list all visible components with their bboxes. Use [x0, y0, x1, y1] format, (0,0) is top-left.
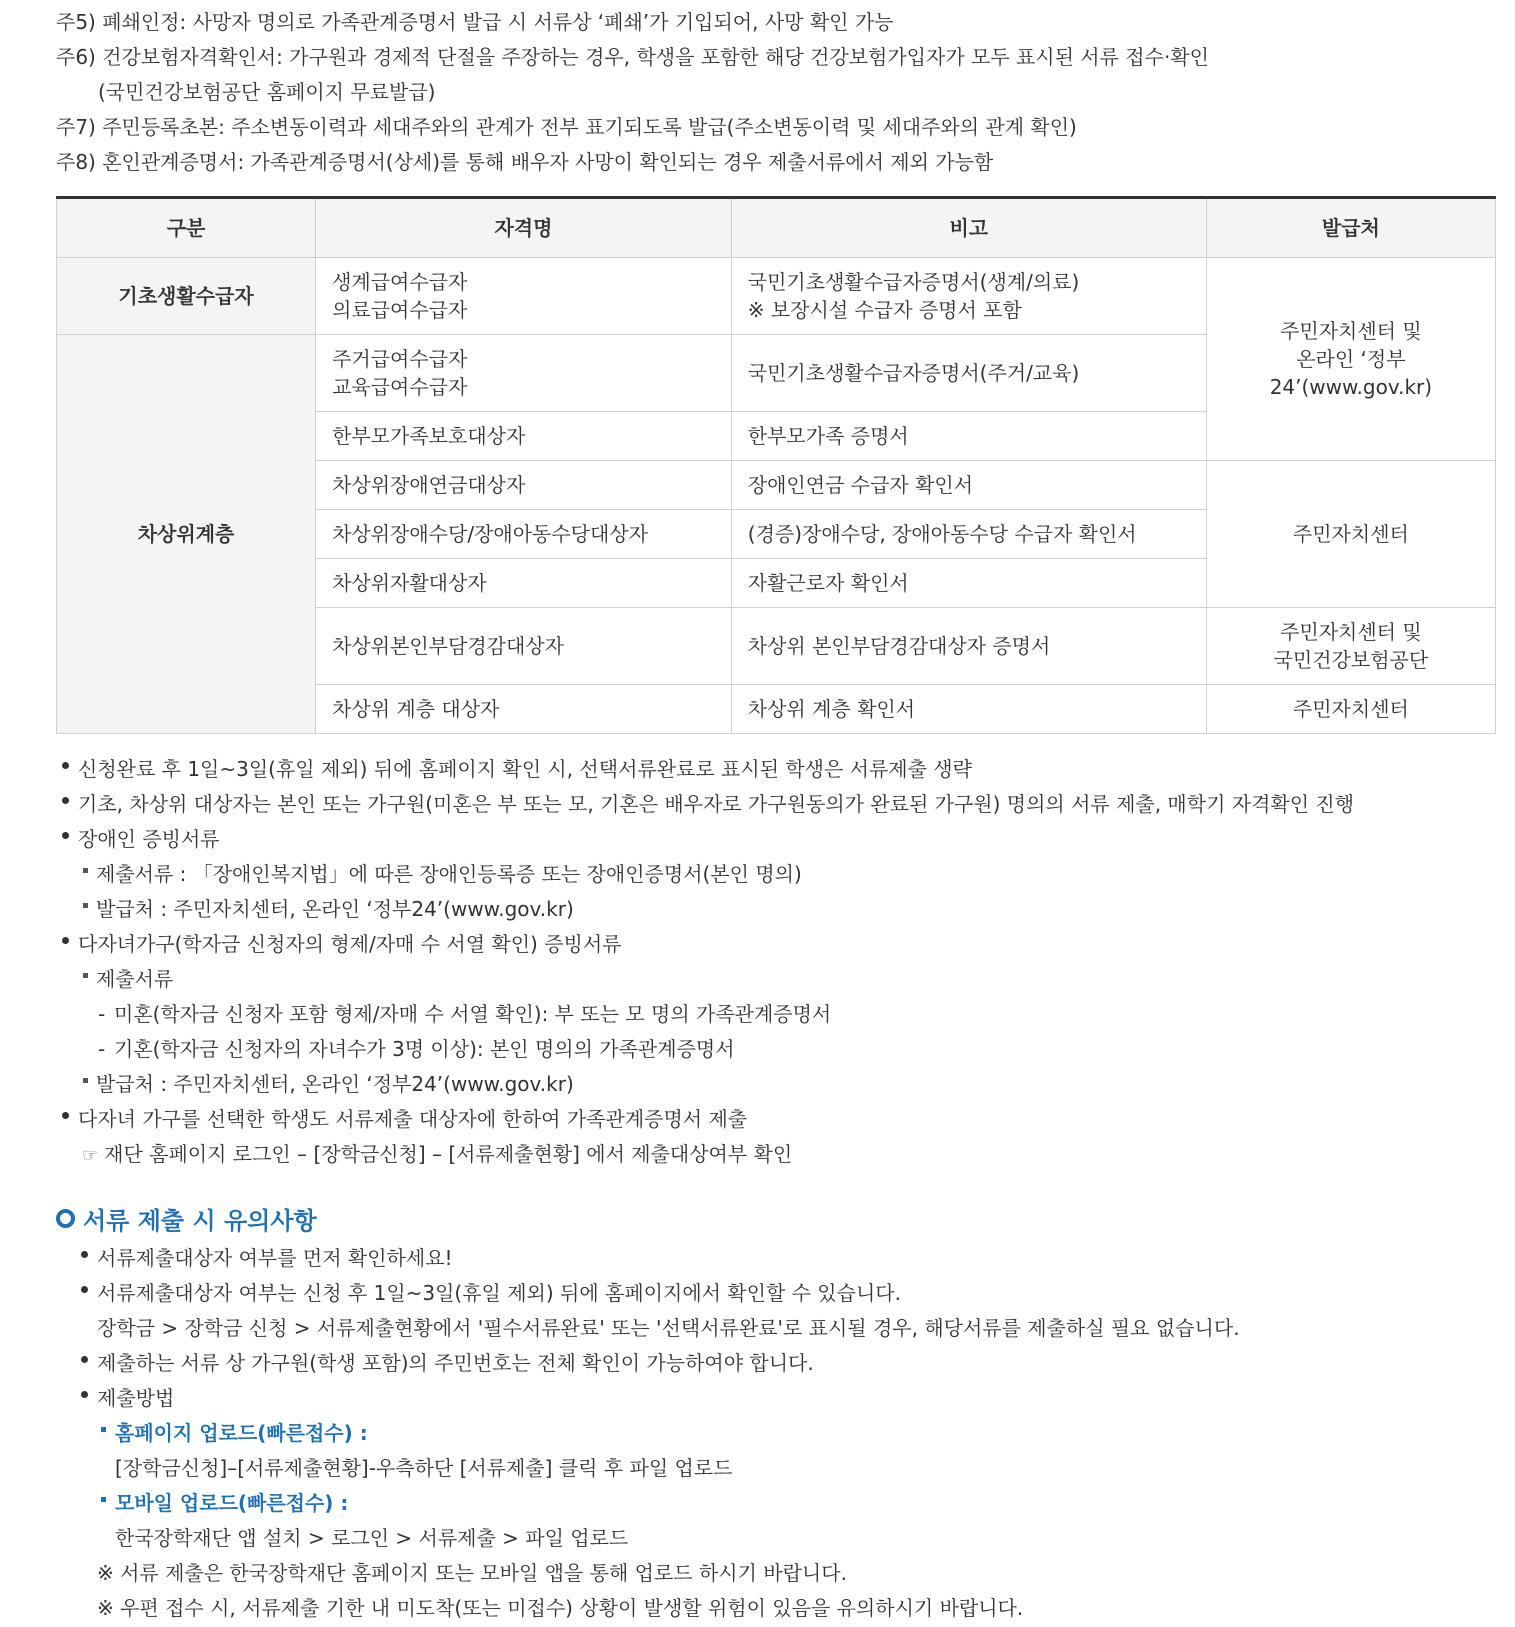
bullet-dot	[62, 1112, 69, 1119]
issuer-text: 주민자치센터	[1206, 685, 1495, 734]
issuer-text: 주민자치센터	[1206, 461, 1495, 608]
header-qualification: 자격명	[316, 198, 732, 258]
list-subitem: 발급처 : 주민자치센터, 온라인 ‘정부24’(www.gov.kr)	[96, 897, 574, 921]
method-homepage-text: [장학금신청]–[서류제출현황]-우측하단 [서류제출] 클릭 후 파일 업로드	[115, 1456, 733, 1480]
bullet-dot	[81, 1286, 88, 1293]
note-8: 주8) 혼인관계증명서: 가족관계증명서(상세)를 통해 배우자 사망이 확인되는 경우 제출서류에서 제외 가능함	[56, 150, 994, 174]
sub-bullet	[83, 1078, 88, 1083]
remarks-text: 차상위 본인부담경감대상자 증명서	[731, 608, 1206, 685]
remarks-cell	[731, 258, 1206, 335]
list-item: 제출방법	[97, 1386, 175, 1410]
remarks-text: 국민기초생활수급자증명서(생계/의료)	[747, 270, 1080, 294]
section-title	[56, 1201, 317, 1235]
method-homepage-title: 홈페이지 업로드(빠른접수) :	[115, 1421, 368, 1445]
qualification-cell	[316, 258, 732, 335]
bullet-dot	[62, 797, 69, 804]
note-6: 주6) 건강보험자격확인서: 가구원과 경제적 단절을 주장하는 경우, 학생을 포함한 해당 건강보험가입자가 모두 표시된 서류 접수·확인	[56, 45, 1209, 69]
header-issuer: 발급처	[1206, 198, 1495, 258]
list-detail: 기혼(학자금 신청자의 자녀수가 3명 이상): 본인 명의의 가족관계증명서	[114, 1037, 735, 1061]
header-category: 구분	[57, 198, 316, 258]
list-item: 서류제출대상자 여부를 먼저 확인하세요!	[97, 1246, 453, 1270]
note-5: 주5) 폐쇄인정: 사망자 명의로 가족관계증명서 발급 시 서류상 ‘폐쇄’가 기입되어, 사망 확인 가능	[56, 10, 894, 34]
sub-bullet	[101, 1497, 106, 1502]
qualification-name: 차상위장애연금대상자	[316, 461, 732, 510]
remarks-text: 차상위 계층 확인서	[731, 685, 1206, 734]
remarks-text: (경증)장애수당, 장애아동수당 수급자 확인서	[731, 510, 1206, 559]
eligibility-table	[56, 196, 1496, 734]
bullet-dot	[81, 1251, 88, 1258]
list-subitem-text: 재단 홈페이지 로그인 – [장학금신청] – [서류제출현황] 에서 제출대상여부 확인	[104, 1142, 793, 1166]
table-row	[57, 258, 1496, 335]
header-remarks: 비고	[731, 198, 1206, 258]
qualification-name: 생계급여수급자	[332, 270, 468, 294]
sub-bullet	[83, 903, 88, 908]
bullet-dot	[62, 832, 69, 839]
list-item: 신청완료 후 1일~3일(휴일 제외) 뒤에 홈페이지 확인 시, 선택서류완료로 표시된 학생은 서류제출 생략	[78, 757, 972, 781]
issuer-text: 국민건강보험공단	[1273, 648, 1429, 672]
bullet-dot	[62, 762, 69, 769]
note-7: 주7) 주민등록초본: 주소변동이력과 세대주와의 관계가 전부 표기되도록 발급(주소변동이력 및 세대주와의 관계 확인)	[56, 115, 1077, 139]
method-mobile-text: 한국장학재단 앱 설치 > 로그인 > 서류제출 > 파일 업로드	[115, 1526, 629, 1550]
list-subitem: 제출서류 : 「장애인복지법」에 따른 장애인등록증 또는 장애인증명서(본인 명의)	[96, 862, 802, 886]
note-6-continued: (국민건강보험공단 홈페이지 무료발급)	[98, 80, 436, 104]
remarks-text: 장애인연금 수급자 확인서	[731, 461, 1206, 510]
qualification-name: 주거급여수급자	[332, 347, 468, 371]
list-item-continued: 장학금 > 장학금 신청 > 서류제출현황에서 '필수서류완료' 또는 '선택서류완료'로 표시될 경우, 해당서류를 제출하실 필요 없습니다.	[97, 1316, 1240, 1340]
section-title-text: 서류 제출 시 유의사항	[83, 1206, 317, 1235]
qualification-name: 의료급여수급자	[332, 298, 468, 322]
list-item: 다자녀가구(학자금 신청자의 형제/자매 수 서열 확인) 증빙서류	[78, 932, 622, 956]
remarks-text: ※ 보장시설 수급자 증명서 포함	[747, 298, 1022, 322]
list-subitem: 제출서류	[96, 967, 174, 991]
list-subitem	[82, 1140, 792, 1170]
issuer-text: 온라인 ‘정부24’(www.gov.kr)	[1269, 347, 1433, 399]
sub-bullet	[83, 973, 88, 978]
list-item: 장애인 증빙서류	[78, 827, 220, 851]
issuer-cell	[1206, 608, 1495, 685]
dash-marker: -	[98, 1037, 106, 1061]
qualification-cell	[316, 335, 732, 412]
table-header-row	[57, 198, 1496, 258]
category-basic-livelihood: 기초생활수급자	[57, 258, 316, 335]
remarks-text: 자활근로자 확인서	[731, 559, 1206, 608]
qualification-name: 차상위 계층 대상자	[316, 685, 732, 734]
bullet-dot	[81, 1356, 88, 1363]
list-item: 서류제출대상자 여부는 신청 후 1일~3일(휴일 제외) 뒤에 홈페이지에서 확인할 수 있습니다.	[97, 1281, 901, 1305]
method-mobile-title: 모바일 업로드(빠른접수) :	[115, 1491, 349, 1515]
qualification-name: 한부모가족보호대상자	[316, 412, 732, 461]
issuer-cell	[1206, 258, 1495, 461]
remark-text: ※ 우편 접수 시, 서류제출 기한 내 미도착(또는 미접수) 상황이 발생할 위험이 있음을 유의하시기 바랍니다.	[97, 1596, 1024, 1620]
issuer-text: 주민자치센터 및	[1280, 319, 1422, 343]
dash-marker: -	[98, 1002, 106, 1026]
bullet-dot	[81, 1391, 88, 1398]
qualification-name: 차상위장애수당/장애아동수당대상자	[316, 510, 732, 559]
remark-text: ※ 서류 제출은 한국장학재단 홈페이지 또는 모바일 앱을 통해 업로드 하시기 바랍니다.	[97, 1561, 847, 1585]
issuer-text: 주민자치센터 및	[1280, 620, 1422, 644]
list-item: 기초, 차상위 대상자는 본인 또는 가구원(미혼은 부 또는 모, 기혼은 배우자로 가구원동의가 완료된 가구원) 명의의 서류 제출, 매학기 자격확인 진행	[78, 792, 1355, 816]
list-subitem: 발급처 : 주민자치센터, 온라인 ‘정부24’(www.gov.kr)	[96, 1072, 574, 1096]
bullet-dot	[62, 937, 69, 944]
qualification-name: 교육급여수급자	[332, 375, 468, 399]
sub-bullet	[101, 1427, 106, 1432]
category-near-poverty: 차상위계층	[57, 335, 316, 734]
sub-bullet	[83, 868, 88, 873]
circle-bullet-icon	[56, 1209, 75, 1228]
list-detail: 미혼(학자금 신청자 포함 형제/자매 수 서열 확인): 부 또는 모 명의 가족관계증명서	[114, 1002, 832, 1026]
list-item: 다자녀 가구를 선택한 학생도 서류제출 대상자에 한하여 가족관계증명서 제출	[78, 1107, 748, 1131]
remarks-text: 한부모가족 증명서	[731, 412, 1206, 461]
qualification-name: 차상위자활대상자	[316, 559, 732, 608]
qualification-name: 차상위본인부담경감대상자	[316, 608, 732, 685]
pointing-hand-icon: ☞	[82, 1145, 99, 1166]
list-item: 제출하는 서류 상 가구원(학생 포함)의 주민번호는 전체 확인이 가능하여야 합니다.	[97, 1351, 814, 1375]
remarks-text: 국민기초생활수급자증명서(주거/교육)	[731, 335, 1206, 412]
